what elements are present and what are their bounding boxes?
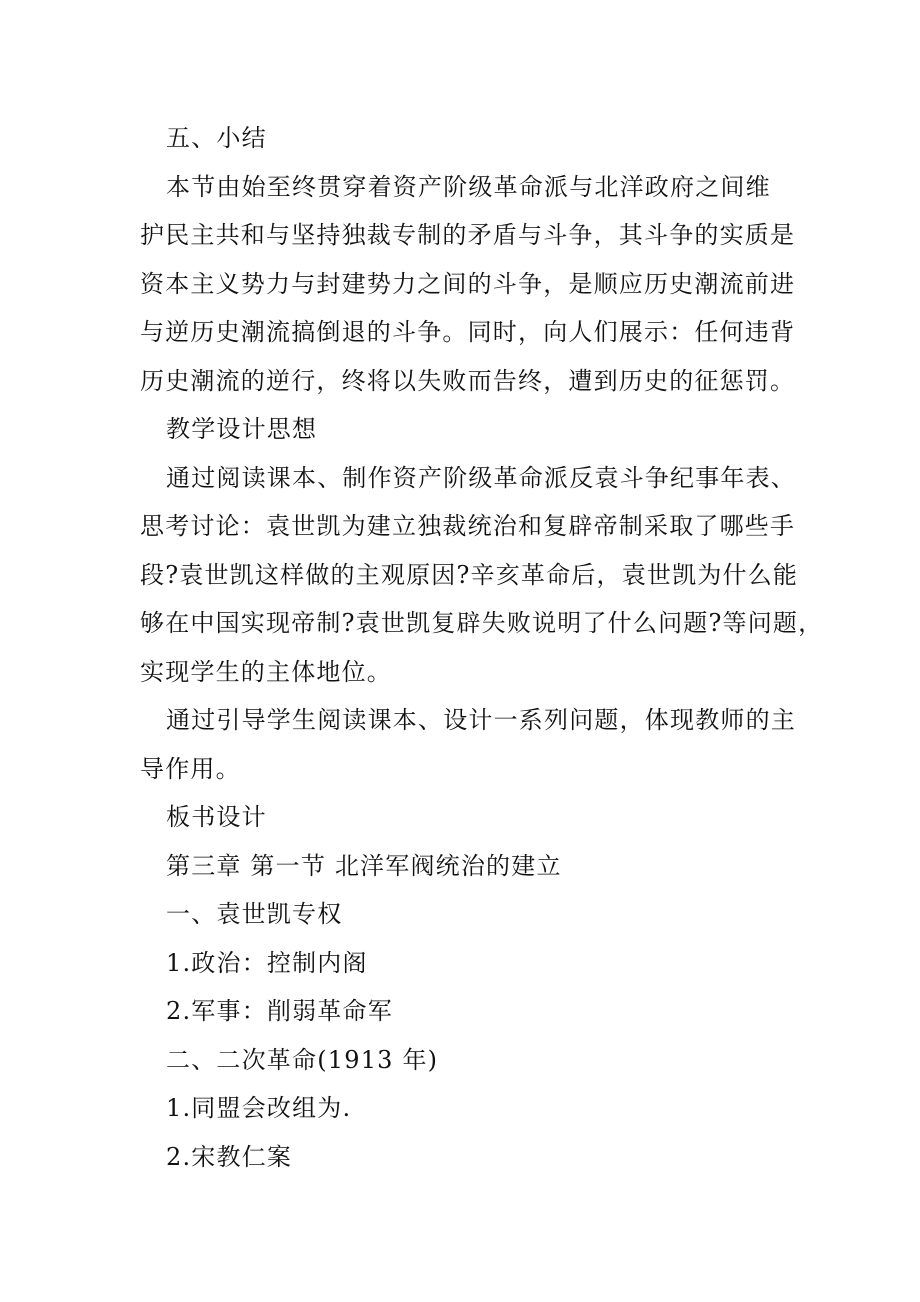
text-line: 够在中国实现帝制?袁世凯复辟失败说明了什么问题?等问题，	[140, 609, 824, 637]
text-line: 导作用。	[140, 754, 241, 783]
text-line: 通过引导学生阅读课本、设计一系列问题，体现教师的主	[166, 706, 796, 734]
text-line: 护民主共和与坚持独裁专制的矛盾与斗争，其斗争的实质是	[140, 221, 796, 249]
text-line: 一、袁世凯专权	[166, 900, 343, 928]
text-line: 2.军事：削弱革命军	[166, 997, 393, 1025]
text-line: 历史潮流的逆行，终将以失败而告终，遭到历史的征惩罚。	[140, 366, 796, 395]
text-line: 五、小结	[166, 124, 267, 152]
text-line: 二、二次革命(1913 年)	[166, 1045, 439, 1074]
text-line: 2.宋教仁案	[166, 1142, 293, 1171]
text-line: 本节由始至终贯穿着资产阶级革命派与北洋政府之间维	[166, 172, 771, 201]
text-line: 板书设计	[166, 803, 267, 831]
text-line: 1.同盟会改组为.	[166, 1094, 352, 1122]
text-line: 1.政治：控制内阁	[166, 948, 368, 977]
text-line: 资本主义势力与封建势力之间的斗争，是顺应历史潮流前进	[140, 269, 796, 298]
text-line: 思考讨论：袁世凯为建立独裁统治和复辟帝制采取了哪些手	[140, 512, 796, 540]
text-line: 与逆历史潮流搞倒退的斗争。同时，向人们展示：任何违背	[140, 318, 796, 346]
text-line: 通过阅读课本、制作资产阶级革命派反袁斗争纪事年表、	[166, 463, 796, 492]
text-line: 第三章 第一节 北洋军阀统治的建立	[166, 851, 562, 880]
text-line: 段?袁世凯这样做的主观原因?辛亥革命后，袁世凯为什么能	[140, 560, 799, 589]
document-body	[140, 114, 824, 1181]
text-line: 实现学生的主体地位。	[140, 657, 392, 686]
text-line: 教学设计思想	[166, 415, 318, 443]
